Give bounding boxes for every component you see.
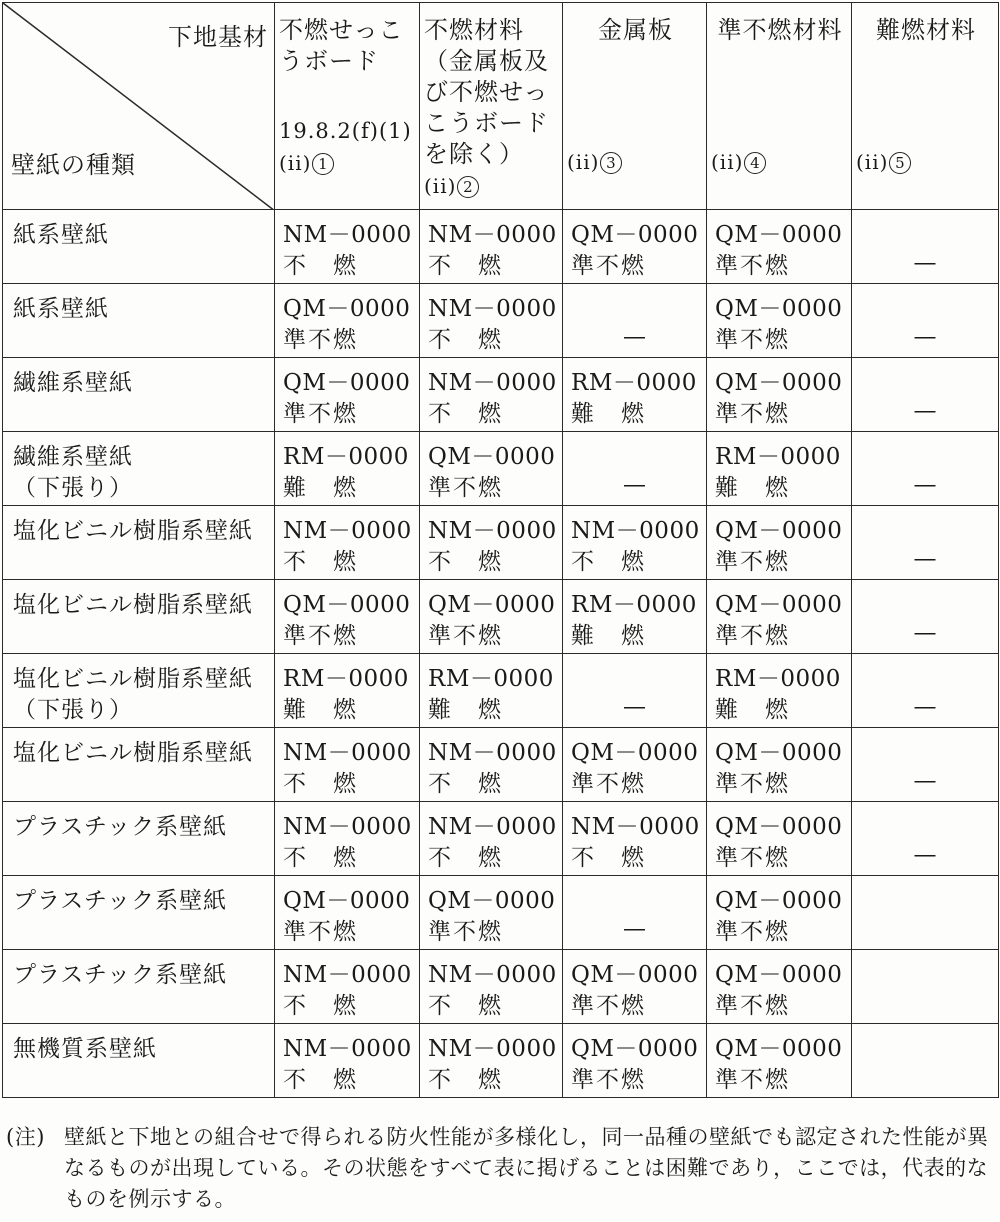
fire-rating-grade: 難 燃 [715, 475, 790, 501]
wallpaper-type-line: プラスチック系壁紙 [13, 962, 228, 988]
certification-code: QM－0000 [428, 444, 556, 470]
circled-number: 2 [457, 176, 479, 198]
fire-rating-grade: 不 燃 [283, 253, 358, 279]
rating-cell [707, 728, 852, 802]
certification-code: QM－0000 [715, 1036, 843, 1062]
fire-rating-grade: 準不燃 [428, 475, 503, 501]
certification-code: RM－0000 [283, 666, 409, 692]
fire-rating-grade: 不 燃 [283, 1067, 358, 1093]
certification-code: NM－0000 [428, 962, 557, 988]
fire-rating-grade: 難 燃 [715, 697, 790, 723]
wallpaper-type-line: 紙系壁紙 [13, 222, 109, 248]
not-applicable-dash: — [913, 324, 937, 350]
table-body [3, 210, 999, 1098]
corner-header-cell [3, 3, 275, 210]
certification-code: QM－0000 [715, 370, 843, 396]
fire-rating-grade: 準不燃 [428, 919, 503, 945]
column-header-noncombustible-material [420, 3, 563, 210]
fire-rating-grade: 不 燃 [571, 549, 646, 575]
wallpaper-type-name [3, 950, 274, 991]
not-applicable-dash: — [913, 842, 937, 868]
fire-rating-grade: 準不燃 [283, 623, 358, 649]
not-applicable-dash: — [913, 768, 937, 794]
rating-cell [563, 506, 707, 580]
fire-rating-grade: 不 燃 [283, 845, 358, 871]
certification-code: RM－0000 [428, 666, 554, 692]
not-applicable-cell [852, 506, 999, 580]
not-applicable-dash: — [623, 694, 646, 720]
wallpaper-type-line: 繊維系壁紙 [13, 370, 133, 396]
not-applicable-dash: — [623, 472, 646, 498]
wallpaper-type-cell [3, 728, 275, 802]
column-header-gypsum-board [275, 3, 420, 210]
not-applicable-cell [563, 432, 707, 506]
rating-cell [420, 654, 563, 728]
fire-rating-grade: 準不燃 [428, 623, 503, 649]
wallpaper-type-name [3, 284, 274, 325]
not-applicable-dash: — [913, 620, 937, 646]
wallpaper-type-name [3, 802, 274, 843]
column-header-text [279, 15, 417, 77]
fire-rating-grade: 準不燃 [571, 993, 646, 1019]
fire-rating-grade: 準不燃 [571, 253, 646, 279]
wallpaper-type-name [3, 506, 274, 547]
fire-rating-grade: 準不燃 [283, 919, 358, 945]
certification-code: RM－0000 [715, 666, 841, 692]
header-line: 不燃せっこ [279, 16, 404, 44]
not-applicable-cell [852, 654, 999, 728]
rating-cell [563, 210, 707, 284]
wallpaper-type-cell [3, 654, 275, 728]
wallpaper-type-line: プラスチック系壁紙 [13, 814, 228, 840]
certification-code: RM－0000 [571, 370, 697, 396]
wallpaper-type-line: プラスチック系壁紙 [13, 888, 228, 914]
section-reference: 19.8.2(f)(1) [279, 119, 412, 143]
not-applicable-cell [852, 210, 999, 284]
roman-reference: (ii) [279, 151, 312, 175]
rating-cell [707, 876, 852, 950]
roman-reference: (ii) [424, 174, 457, 198]
rating-cell [563, 950, 707, 1024]
column-header-text [856, 15, 996, 46]
certification-code: NM－0000 [428, 518, 557, 544]
table-row [3, 1024, 999, 1098]
not-applicable-cell [852, 284, 999, 358]
certification-code: QM－0000 [715, 962, 843, 988]
rating-cell [275, 358, 420, 432]
table-row [3, 432, 999, 506]
not-applicable-dash: — [623, 916, 646, 942]
table-row [3, 580, 999, 654]
not-applicable-cell [563, 654, 707, 728]
column-header-text [711, 15, 849, 46]
certification-code: QM－0000 [715, 814, 843, 840]
table-row [3, 654, 999, 728]
fire-rating-grade: 準不燃 [715, 253, 790, 279]
certification-code: QM－0000 [715, 296, 843, 322]
wallpaper-type-cell [3, 876, 275, 950]
corner-label-wallpaper-type: 壁紙の種類 [11, 151, 136, 179]
not-applicable-dash: — [913, 398, 937, 424]
wallpaper-type-cell [3, 432, 275, 506]
fire-rating-grade: 不 燃 [283, 549, 358, 575]
certification-code: NM－0000 [283, 222, 412, 248]
not-applicable-dash: — [913, 250, 937, 276]
fire-rating-grade: 不 燃 [283, 993, 358, 1019]
fire-rating-grade: 準不燃 [283, 401, 358, 427]
fire-rating-grade: 準不燃 [571, 1067, 646, 1093]
column-header-reference [279, 115, 417, 179]
rating-cell [420, 876, 563, 950]
fire-rating-grade: 準不燃 [715, 549, 790, 575]
rating-cell [420, 284, 563, 358]
empty-cell [852, 950, 999, 1024]
certification-code: NM－0000 [428, 222, 557, 248]
footnote-mark: (注) [6, 1125, 45, 1149]
rating-cell [275, 506, 420, 580]
certification-code: RM－0000 [283, 444, 409, 470]
header-line: こうボード [424, 109, 549, 137]
fire-rating-grade: 準不燃 [715, 771, 790, 797]
header-line: を除く） [424, 140, 524, 168]
fire-rating-grade: 不 燃 [428, 401, 503, 427]
certification-code: QM－0000 [571, 222, 699, 248]
wallpaper-type-line: 塩化ビニル樹脂系壁紙 [13, 518, 253, 544]
wallpaper-type-name [3, 210, 274, 251]
header-line: び不燃せっ [424, 78, 549, 106]
column-header-reference [711, 146, 849, 178]
footnote-text: 壁紙と下地との組合せで得られる防火性能が多様化し，同一品種の壁紙でも認定された性能が異なるものが出現している。その状態をすべて表に掲げることは困難であり，ここでは，代表的なものを例示する。 [64, 1125, 989, 1211]
wallpaper-type-line: 繊維系壁紙 [13, 444, 133, 470]
rating-cell [420, 358, 563, 432]
not-applicable-cell [563, 876, 707, 950]
column-header-text [567, 15, 704, 46]
fire-rating-grade: 不 燃 [428, 1067, 503, 1093]
rating-cell [420, 210, 563, 284]
rating-cell [563, 1024, 707, 1098]
not-applicable-dash: — [913, 546, 937, 572]
rating-cell [707, 580, 852, 654]
not-applicable-cell [852, 580, 999, 654]
wallpaper-type-cell [3, 506, 275, 580]
wallpaper-type-cell [3, 580, 275, 654]
circled-number: 4 [744, 152, 766, 174]
table-row [3, 728, 999, 802]
rating-cell [420, 432, 563, 506]
wallpaper-type-cell [3, 950, 275, 1024]
not-applicable-cell [852, 432, 999, 506]
empty-cell [852, 1024, 999, 1098]
column-header-reference [567, 146, 704, 178]
certification-code: NM－0000 [428, 740, 557, 766]
table-row [3, 876, 999, 950]
certification-code: QM－0000 [283, 888, 411, 914]
rating-cell [420, 728, 563, 802]
wallpaper-type-cell [3, 284, 275, 358]
rating-cell [275, 1024, 420, 1098]
rating-cell [275, 654, 420, 728]
header-line: 不燃材料 [424, 16, 524, 44]
rating-cell [275, 876, 420, 950]
certification-code: NM－0000 [283, 962, 412, 988]
rating-cell [275, 284, 420, 358]
certification-code: QM－0000 [571, 962, 699, 988]
certification-code: RM－0000 [715, 444, 841, 470]
fire-rating-grade: 準不燃 [571, 771, 646, 797]
empty-cell [852, 876, 999, 950]
circled-number: 5 [889, 152, 911, 174]
fire-rating-grade: 不 燃 [428, 845, 503, 871]
rating-cell [707, 358, 852, 432]
column-header-flame-retardant-material [852, 3, 999, 210]
not-applicable-cell [852, 358, 999, 432]
wallpaper-type-cell [3, 210, 275, 284]
wallpaper-type-cell [3, 802, 275, 876]
not-applicable-dash: — [913, 694, 937, 720]
rating-cell [275, 802, 420, 876]
certification-code: NM－0000 [571, 518, 700, 544]
certification-code: NM－0000 [283, 814, 412, 840]
fire-rating-grade: 難 燃 [571, 401, 646, 427]
rating-cell [563, 728, 707, 802]
wallpaper-type-name [3, 1024, 274, 1065]
circled-number: 1 [312, 153, 334, 175]
not-applicable-cell [852, 728, 999, 802]
rating-cell [563, 358, 707, 432]
not-applicable-cell [852, 802, 999, 876]
certification-code: QM－0000 [715, 592, 843, 618]
fire-rating-grade: 難 燃 [571, 623, 646, 649]
table-row [3, 284, 999, 358]
rating-cell [275, 950, 420, 1024]
rating-cell [707, 432, 852, 506]
certification-code: NM－0000 [571, 814, 700, 840]
wallpaper-type-name [3, 432, 274, 504]
fire-rating-grade: 不 燃 [428, 549, 503, 575]
not-applicable-dash: — [623, 324, 646, 350]
certification-code: QM－0000 [428, 592, 556, 618]
wallpaper-type-cell [3, 358, 275, 432]
certification-code: NM－0000 [283, 740, 412, 766]
certification-code: NM－0000 [428, 370, 557, 396]
rating-cell [275, 580, 420, 654]
header-line: （金属板及 [424, 47, 549, 75]
fire-rating-grade: 不 燃 [283, 771, 358, 797]
fire-rating-grade: 準不燃 [715, 919, 790, 945]
wallpaper-type-cell [3, 1024, 275, 1098]
rating-cell [420, 580, 563, 654]
rating-cell [275, 728, 420, 802]
wallpaper-type-line: 塩化ビニル樹脂系壁紙 [13, 592, 253, 618]
not-applicable-dash: — [913, 472, 937, 498]
fire-rating-grade: 難 燃 [283, 697, 358, 723]
rating-cell [707, 950, 852, 1024]
header-row [3, 3, 999, 210]
wallpaper-type-line: （下張り） [13, 475, 133, 501]
rating-cell [707, 506, 852, 580]
fire-rating-grade: 不 燃 [428, 253, 503, 279]
certification-code: QM－0000 [715, 740, 843, 766]
certification-code: QM－0000 [571, 740, 699, 766]
certification-code: NM－0000 [428, 296, 557, 322]
table-row [3, 802, 999, 876]
header-line: うボード [279, 47, 379, 75]
certification-code: QM－0000 [715, 518, 843, 544]
rating-cell [420, 802, 563, 876]
footnote [6, 1122, 990, 1215]
table-row [3, 358, 999, 432]
header-line: 難燃材料 [876, 16, 976, 44]
certification-code: QM－0000 [283, 592, 411, 618]
rating-cell [275, 432, 420, 506]
fire-rating-grade: 難 燃 [428, 697, 503, 723]
table-row [3, 506, 999, 580]
rating-cell [707, 802, 852, 876]
rating-cell [707, 284, 852, 358]
certification-code: QM－0000 [715, 222, 843, 248]
wallpaper-type-line: 塩化ビニル樹脂系壁紙 [13, 666, 253, 692]
wallpaper-type-name [3, 358, 274, 399]
fire-rating-grade: 準不燃 [715, 993, 790, 1019]
certification-code: NM－0000 [428, 814, 557, 840]
wallpaper-fire-rating-table [2, 2, 999, 1098]
fire-rating-grade: 準不燃 [715, 327, 790, 353]
certification-code: RM－0000 [571, 592, 697, 618]
fire-rating-grade: 不 燃 [428, 993, 503, 1019]
rating-cell [275, 210, 420, 284]
roman-reference: (ii) [856, 150, 889, 174]
certification-code: QM－0000 [715, 888, 843, 914]
roman-reference: (ii) [711, 150, 744, 174]
rating-cell [707, 1024, 852, 1098]
wallpaper-type-line: 塩化ビニル樹脂系壁紙 [13, 740, 253, 766]
wallpaper-type-name [3, 580, 274, 621]
not-applicable-cell [563, 284, 707, 358]
rating-cell [707, 210, 852, 284]
rating-cell [420, 950, 563, 1024]
circled-number: 3 [600, 152, 622, 174]
fire-rating-grade: 準不燃 [715, 401, 790, 427]
header-line: 金属板 [598, 16, 673, 44]
fire-rating-grade: 準不燃 [715, 623, 790, 649]
rating-cell [563, 580, 707, 654]
column-header-quasi-noncombustible-material [707, 3, 852, 210]
header-line: 準不燃材料 [717, 16, 843, 44]
fire-rating-grade: 難 燃 [283, 475, 358, 501]
fire-rating-grade: 不 燃 [428, 327, 503, 353]
rating-cell [420, 506, 563, 580]
column-header-text [424, 15, 560, 202]
wallpaper-type-name [3, 876, 274, 917]
corner-label-substrate: 下地基材 [168, 23, 268, 51]
column-header-reference [856, 146, 996, 178]
fire-rating-grade: 準不燃 [283, 327, 358, 353]
wallpaper-type-name [3, 728, 274, 769]
fire-rating-grade: 準不燃 [715, 1067, 790, 1093]
rating-cell [420, 1024, 563, 1098]
certification-code: QM－0000 [283, 370, 411, 396]
fire-rating-grade: 不 燃 [571, 845, 646, 871]
table-row [3, 210, 999, 284]
wallpaper-type-line: 無機質系壁紙 [13, 1036, 157, 1062]
certification-code: QM－0000 [571, 1036, 699, 1062]
certification-code: QM－0000 [283, 296, 411, 322]
certification-code: NM－0000 [283, 1036, 412, 1062]
certification-code: NM－0000 [428, 1036, 557, 1062]
certification-code: NM－0000 [283, 518, 412, 544]
certification-code: QM－0000 [428, 888, 556, 914]
table-row [3, 950, 999, 1024]
wallpaper-type-line: 紙系壁紙 [13, 296, 109, 322]
column-header-metal-sheet [563, 3, 707, 210]
fire-rating-grade: 不 燃 [428, 771, 503, 797]
rating-cell [707, 654, 852, 728]
wallpaper-type-line: （下張り） [13, 697, 133, 723]
roman-reference: (ii) [567, 150, 600, 174]
wallpaper-type-name [3, 654, 274, 726]
rating-cell [563, 802, 707, 876]
fire-rating-grade: 準不燃 [715, 845, 790, 871]
